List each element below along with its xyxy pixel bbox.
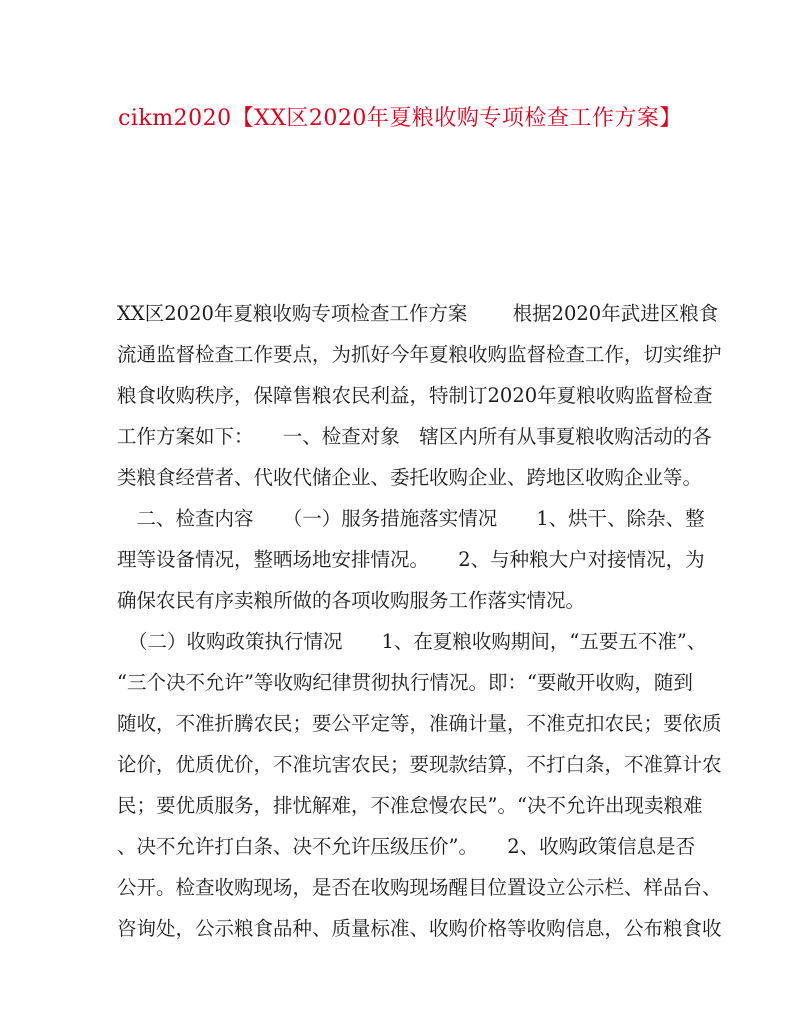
body-line-2: 流通监督检查工作要点，为抓好今年夏粮收购监督检查工作，切实维护 — [117, 343, 722, 366]
body-line-12: 论价，优质优价，不准坑害农民；要现款结算，不打白条，不准算计农 — [117, 753, 722, 776]
body-line-11: 随收，不准折腾农民；要公平定等，准确计量，不准克扣农民；要依质 — [117, 712, 722, 735]
body-line-13: 民；要优质服务，排忧解难，不准怠慢农民”。“决不允许出现卖粮难 — [117, 794, 703, 817]
body-line-16: 咨询处，公示粮食品种、质量标准、收购价格等收购信息，公布粮食收 — [117, 917, 722, 940]
body-line-15: 公开。检查收购现场，是否在收购现场醒目位置设立公示栏、样品台、 — [117, 876, 722, 899]
body-line-7: 理等设备情况，整晒场地安排情况。 2、与种粮大户对接情况，为 — [117, 548, 705, 571]
body-line-3: 粮食收购秩序，保障售粮农民利益，特制订2020年夏粮收购监督检查 — [117, 384, 713, 407]
body-line-1: XX区2020年夏粮收购专项检查工作方案 根据2020年武进区粮食 — [117, 302, 719, 325]
body-line-5: 类粮食经营者、代收代储企业、委托收购企业、跨地区收购企业等。 — [117, 466, 703, 489]
body-line-10: “三个决不允许”等收购纪律贯彻执行情况。即：“要敞开收购，随到 — [117, 671, 693, 694]
body-line-8: 确保农民有序卖粮所做的各项收购服务工作落实情况。 — [117, 589, 586, 612]
body-line-4: 工作方案如下： 一、检查对象 辖区内所有从事夏粮收购活动的各 — [117, 425, 712, 448]
body-line-9: （二）收购政策执行情况 1、在夏粮收购期间，“五要五不准”、 — [128, 630, 707, 653]
body-line-6: 二、检查内容 （一）服务措施落实情况 1、烘干、除杂、整 — [117, 507, 705, 530]
body-line-14: 、决不允许打白条、决不允许压级压价”。 2、收购政策信息是否 — [117, 835, 696, 858]
document-title: cikm2020【XX区2020年夏粮收购专项检查工作方案】 — [118, 106, 682, 131]
